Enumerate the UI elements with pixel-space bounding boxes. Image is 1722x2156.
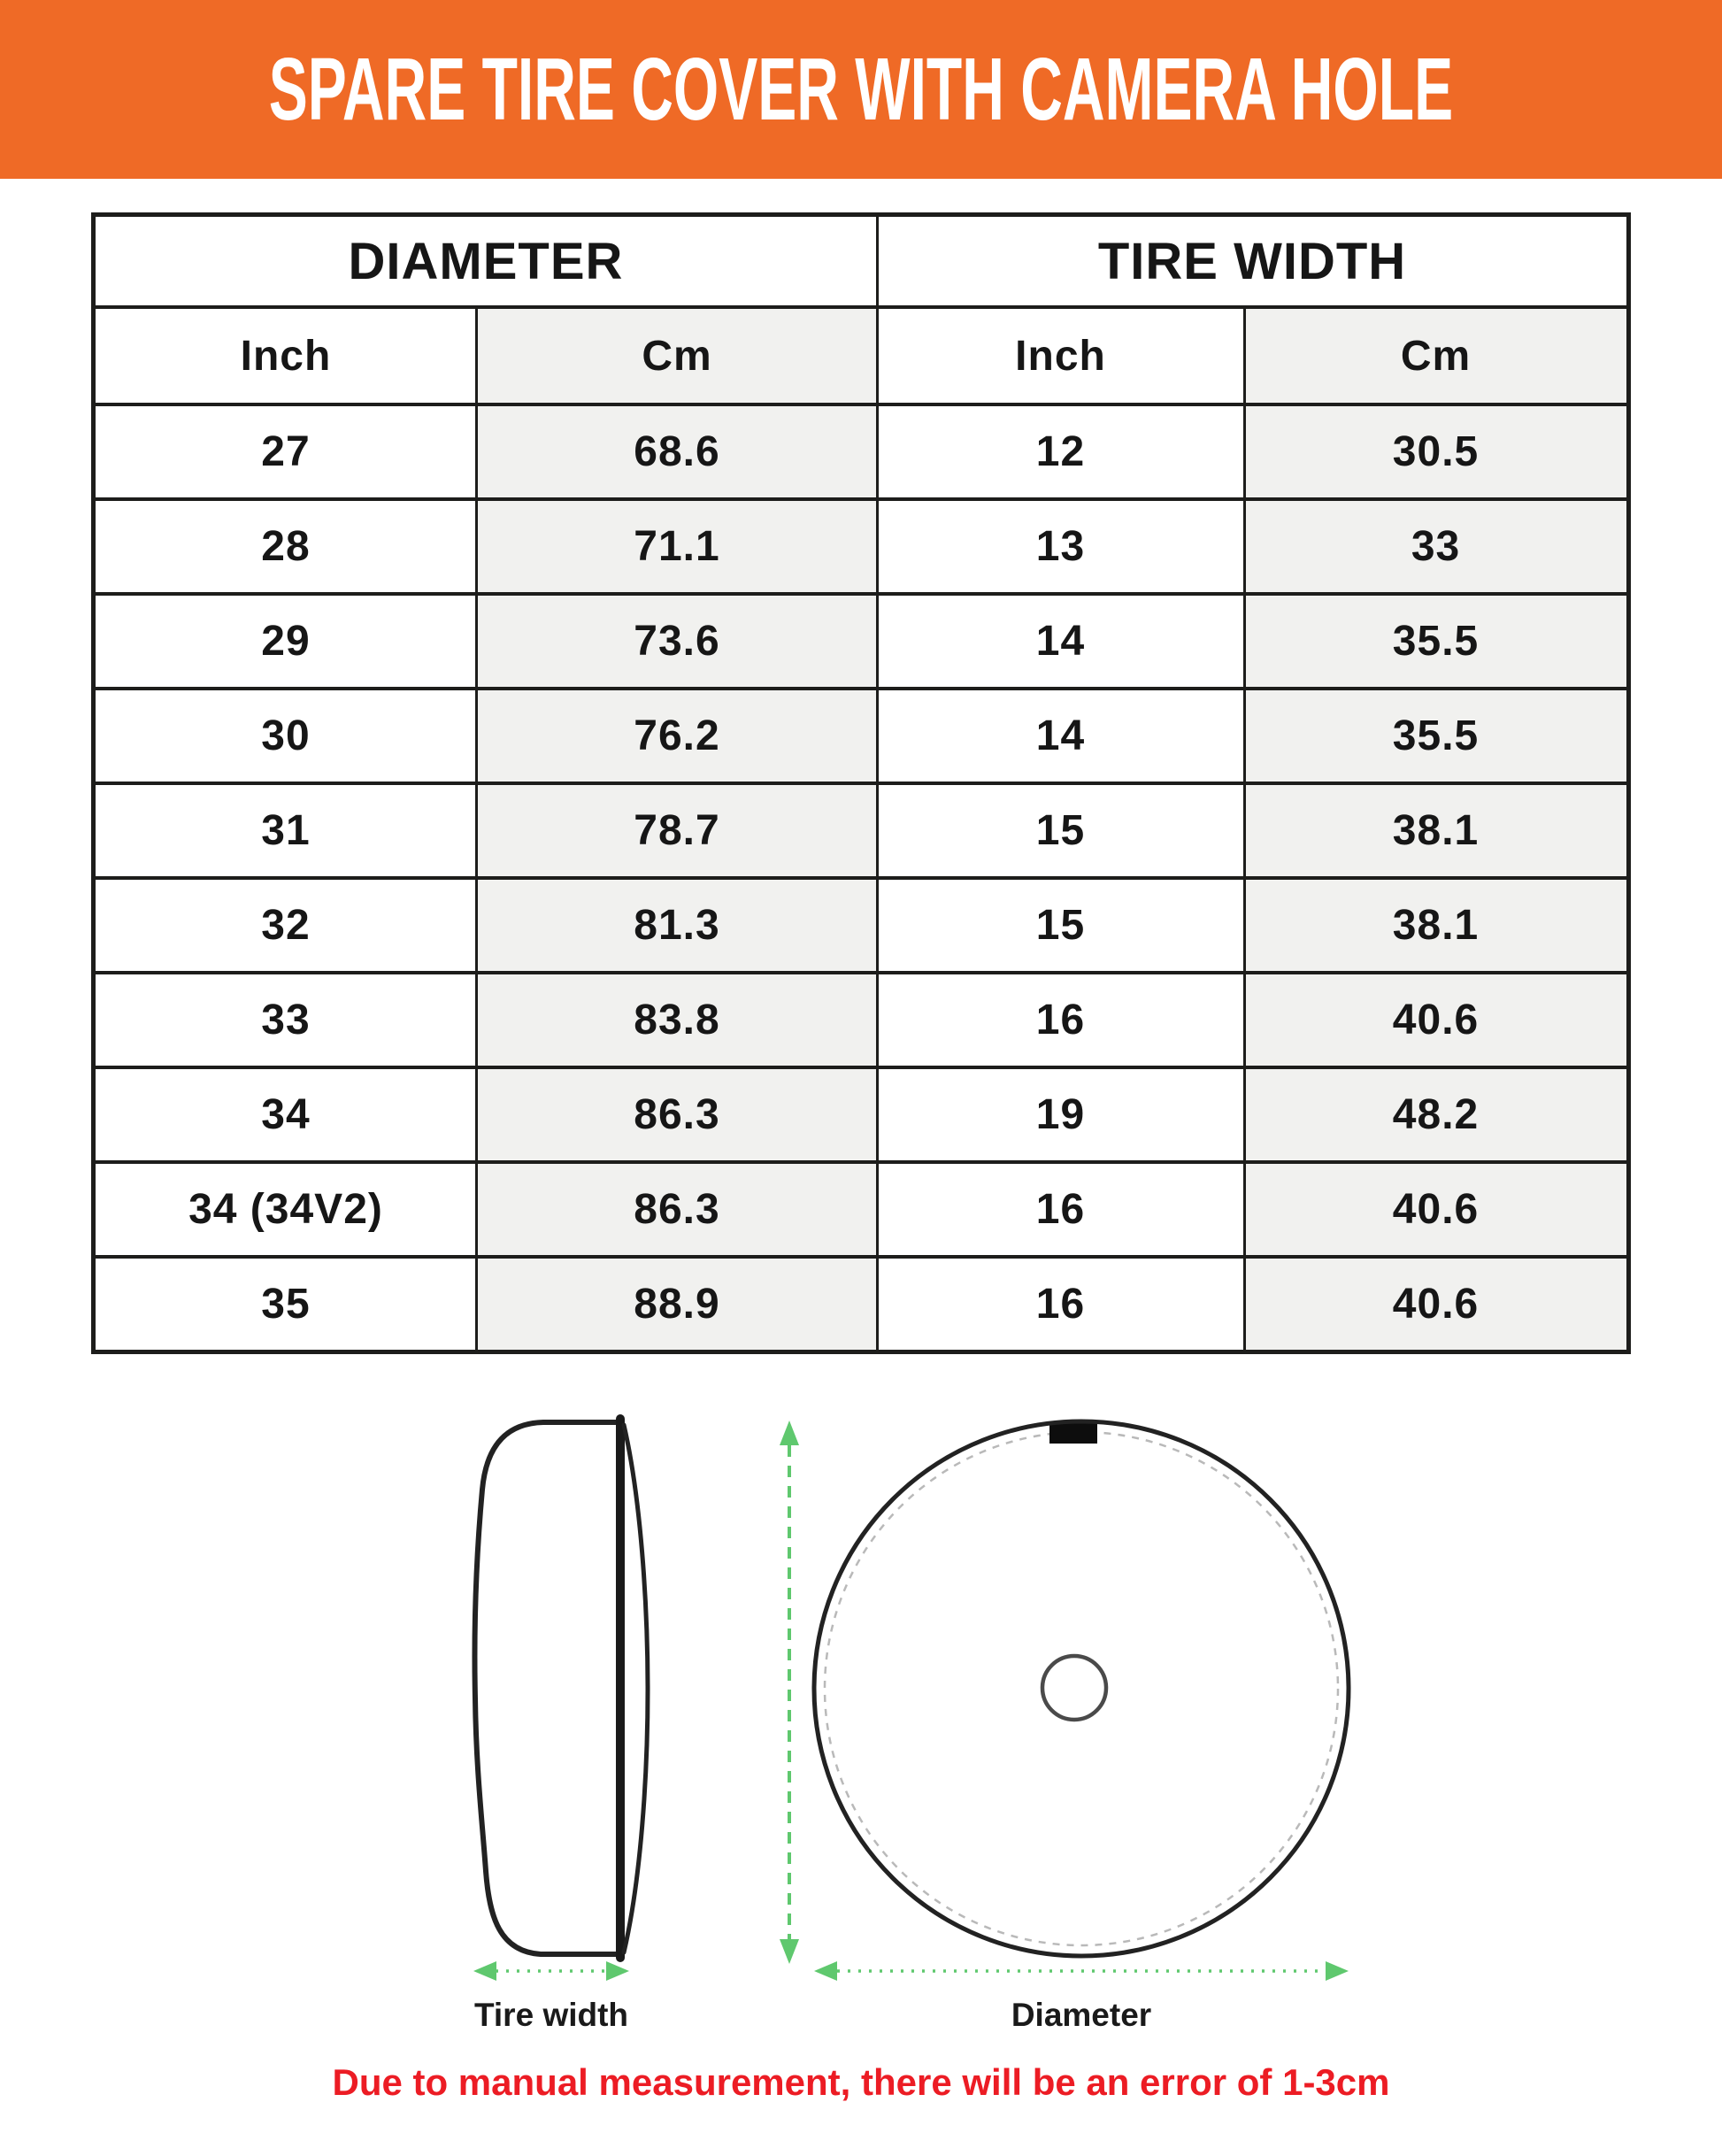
measurement-error-note: Due to manual measurement, there will be an error of 1-3cm (332, 2061, 1390, 2103)
arrowhead-down-icon (780, 1939, 799, 1964)
cell-cm-value: 86.3 (477, 1162, 877, 1257)
table-row (94, 1257, 1628, 1352)
cell-inch-value: 19 (877, 1067, 1244, 1162)
cell-cm-value: 38.1 (1244, 783, 1628, 878)
arrowhead-up-icon (780, 1421, 799, 1445)
size-table (91, 212, 1630, 1354)
cell-cm-value: 86.3 (477, 1067, 877, 1162)
size-table-body (94, 404, 1628, 1352)
cell-cm-value: 73.6 (477, 594, 877, 689)
cell-cm-value: 68.6 (477, 404, 877, 499)
table-group-header-row (94, 215, 1628, 308)
group-header-tire-width: TIRE WIDTH (877, 215, 1628, 308)
table-row (94, 973, 1628, 1067)
cell-inch-value: 31 (94, 783, 477, 878)
cell-cm-value: 78.7 (477, 783, 877, 878)
table-subheader-row (94, 307, 1628, 404)
cell-inch-value: 12 (877, 404, 1244, 499)
arrowhead-right-icon (1326, 1961, 1349, 1981)
cell-cm-value: 33 (1244, 499, 1628, 594)
group-header-diameter: DIAMETER (94, 215, 877, 308)
cell-inch-value: 35 (94, 1257, 477, 1352)
cell-cm-value: 71.1 (477, 499, 877, 594)
cell-cm-value: 76.2 (477, 689, 877, 783)
table-row (94, 878, 1628, 973)
cell-inch-value: 30 (94, 689, 477, 783)
tire-side-outline (474, 1422, 620, 1954)
cell-cm-value: 40.6 (1244, 973, 1628, 1067)
cell-cm-value: 88.9 (477, 1257, 877, 1352)
table-row (94, 594, 1628, 689)
subheader-diameter-cm: Cm (477, 307, 877, 404)
cell-inch-value: 28 (94, 499, 477, 594)
cell-cm-value: 35.5 (1244, 689, 1628, 783)
cell-inch-value: 29 (94, 594, 477, 689)
diameter-label: Diameter (1011, 1997, 1152, 2033)
subheader-width-cm: Cm (1244, 307, 1628, 404)
table-row (94, 1162, 1628, 1257)
cell-inch-value: 33 (94, 973, 477, 1067)
hanger-tab (1049, 1422, 1097, 1444)
cell-inch-value: 14 (877, 689, 1244, 783)
cell-cm-value: 38.1 (1244, 878, 1628, 973)
cell-inch-value: 16 (877, 973, 1244, 1067)
subheader-width-inch: Inch (877, 307, 1244, 404)
cell-inch-value: 15 (877, 878, 1244, 973)
cell-cm-value: 48.2 (1244, 1067, 1628, 1162)
cell-inch-value: 32 (94, 878, 477, 973)
arrowhead-left-icon (814, 1961, 837, 1981)
diameter-arrow (814, 1961, 1349, 1981)
cell-cm-value: 35.5 (1244, 594, 1628, 689)
arrowhead-right-icon (606, 1961, 629, 1981)
tire-side-sidewall-curve (624, 1425, 648, 1952)
cell-cm-value: 40.6 (1244, 1162, 1628, 1257)
table-row (94, 783, 1628, 878)
cell-inch-value: 16 (877, 1257, 1244, 1352)
cell-inch-value: 15 (877, 783, 1244, 878)
subheader-diameter-inch: Inch (94, 307, 477, 404)
tire-width-label: Tire width (473, 1997, 629, 2033)
cell-inch-value: 34 (34V2) (94, 1162, 477, 1257)
table-row (94, 404, 1628, 499)
title-banner (0, 0, 1722, 179)
tire-measurement-diagram (0, 1396, 1722, 2144)
diameter-vertical-arrow (780, 1421, 799, 1964)
tire-width-arrow (473, 1961, 629, 1981)
table-row (94, 689, 1628, 783)
cell-cm-value: 83.8 (477, 973, 877, 1067)
table-row (94, 1067, 1628, 1162)
cell-inch-value: 27 (94, 404, 477, 499)
page-title: SPARE TIRE COVER WITH CAMERA HOLE (268, 39, 1454, 139)
cell-cm-value: 30.5 (1244, 404, 1628, 499)
cell-inch-value: 16 (877, 1162, 1244, 1257)
camera-hole (1042, 1656, 1106, 1720)
cell-inch-value: 14 (877, 594, 1244, 689)
tire-side-view (474, 1419, 648, 1958)
cell-cm-value: 40.6 (1244, 1257, 1628, 1352)
cell-inch-value: 34 (94, 1067, 477, 1162)
cell-inch-value: 13 (877, 499, 1244, 594)
tire-front-view (814, 1421, 1349, 1956)
table-row (94, 499, 1628, 594)
cell-cm-value: 81.3 (477, 878, 877, 973)
arrowhead-left-icon (473, 1961, 496, 1981)
